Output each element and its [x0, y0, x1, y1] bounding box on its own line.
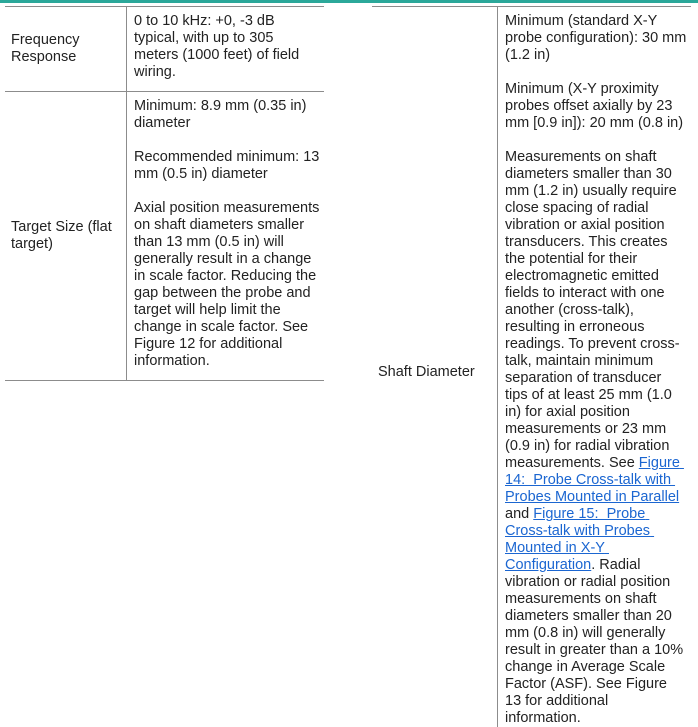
spec-paragraph: Minimum (standard X-Y probe configuration): 30 mm (1.2 in)	[505, 13, 691, 63]
row-label-cell	[372, 7, 498, 727]
spec-table-left	[5, 6, 324, 381]
link-figure-14-probe-cross-talk-parallel[interactable]: Figure 14: Probe Cross-talk with Probes Mounted in Parallel	[505, 455, 684, 505]
spec-paragraph: Minimum (X-Y proximity probes offset axially by 23 mm [0.9 in]): 20 mm (0.8 in)	[505, 81, 684, 131]
row-value-cell	[498, 7, 691, 727]
spec-table-right	[372, 6, 691, 727]
row-label-cell	[5, 7, 127, 91]
row-label-cell	[5, 92, 127, 380]
row-value-cell	[127, 92, 324, 380]
spec-paragraph: Axial position measurements on shaft diameters smaller than 13 mm (0.5 in) will generally result in a change in scale factor. Reducing the gap between the probe and target will help limit the change in scale factor. See Figure 12 for additional information.	[134, 200, 324, 369]
spec-paragraph: Recommended minimum: 13 mm (0.5 in) diameter	[134, 149, 324, 182]
link-figure-15-probe-cross-talk-xy[interactable]: Figure 15: Probe Cross-talk with Probes Mounted in X-Y Configuration	[505, 506, 655, 573]
table-row-frequency-response	[5, 7, 324, 92]
table-row-shaft-diameter	[372, 7, 691, 727]
paragraph-text-before-links: Measurements on shaft diameters smaller than 30 mm (1.2 in) usually require close spacing of radial vibration or axial position transducers. This creates the potential for their electromagnetic emitted fields to interact with one another (cross-talk), resulting in erroneous readings. To prevent cross-talk, maintain minimum separation of transducer tips of at least 25 mm (1.0 in) for axial position measurements or 23 mm (0.9 in) for radial vibration measurements. See	[505, 149, 681, 471]
paragraph-text-between-links: and	[505, 489, 684, 522]
row-label-shaft-diameter: Shaft Diameter	[378, 363, 475, 380]
table-row-target-size	[5, 92, 324, 381]
spec-paragraph: 0 to 10 kHz: +0, -3 dB typical, with up to 305 meters (1000 feet) of field wiring.	[134, 13, 304, 80]
spec-paragraph: Minimum: 8.9 mm (0.35 in) diameter	[134, 98, 311, 131]
spec-paragraph-with-links	[505, 149, 687, 727]
row-label-target-size: Target Size (flat target)	[11, 219, 116, 252]
row-label-frequency-response: Frequency Response	[11, 32, 84, 65]
paragraph-text-after-links: . Radial vibration or radial position measurements on shaft diameters smaller than 20 mm (0.8 in) will generally result in greater than a 10% change in Average Scale Factor (ASF). See Figure 13 for additional information.	[505, 557, 688, 726]
top-accent-rule	[0, 0, 698, 3]
row-value-cell	[127, 7, 324, 91]
